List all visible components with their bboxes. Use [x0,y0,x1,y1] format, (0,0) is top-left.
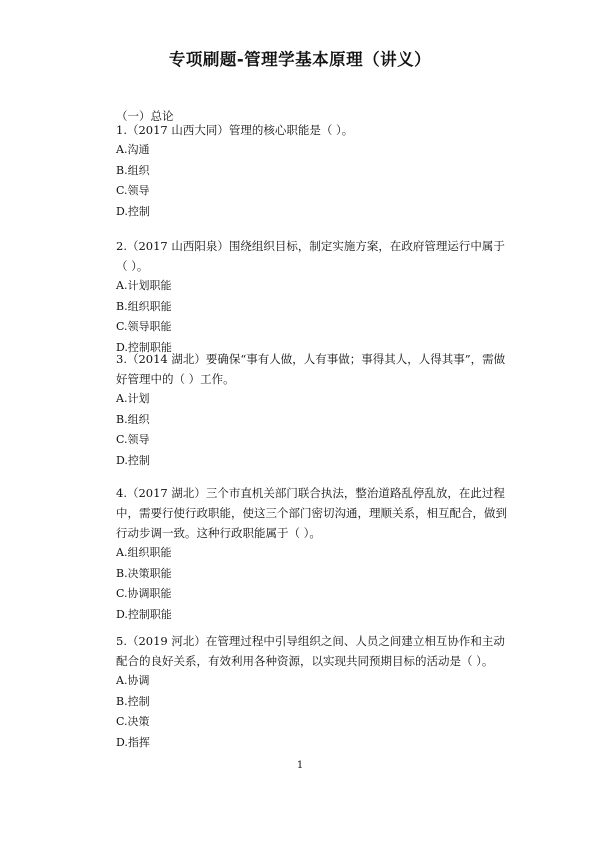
option-c: C.领导 [116,184,150,197]
question-stem: 5.（2019 河北）在管理过程中引导组织之间、人员之间建立相互协作和主动配合的良好关系，有效利用各种资源，以实现共同预期目标的活动是（ ）。 [116,634,505,668]
option-c: C.领导 [116,433,150,446]
option-b: B.组织职能 [116,299,172,313]
option-d: D.指挥 [116,735,150,749]
option-list [116,543,516,625]
option-b: B.控制 [116,694,150,708]
option-d: D.控制职能 [116,607,172,621]
option-d: D.控制 [116,453,150,467]
option-c: C.领导职能 [116,320,172,333]
option-list [116,671,516,753]
page-title: 专项刷题-管理学基本原理（讲义） [168,50,432,69]
question-4 [116,483,516,625]
option-c: C.决策 [116,715,150,728]
section-heading: （一）总论 [116,109,174,123]
question-stem: 4.（2017 湖北）三个市直机关部门联合执法，整治道路乱停乱放，在此过程中，需要行使行政职能，使这三个部门密切沟通，理顺关系，相互配合，做到行动步调一致。这种行政职能属于（ ）。 [116,486,507,540]
option-a: A.组织职能 [116,546,172,559]
question-stem: 2.（2017 山西阳泉）围绕组织目标，制定实施方案，在政府管理运行中属于（ ）。 [116,239,505,273]
option-d: D.控制职能 [116,340,172,354]
option-c: C.协调职能 [116,587,172,600]
option-a: A.计划 [116,392,150,405]
option-list [116,389,516,471]
option-a: A.协调 [116,674,150,687]
question-stem: 3.（2014 湖北）要确保“事有人做，人有事做；事得其人，人得其事”，需做好管理中的（ ）工作。 [116,352,506,386]
question-2 [116,236,516,358]
option-b: B.决策职能 [116,566,172,580]
option-b: B.组织 [116,412,150,426]
question-5 [116,631,516,753]
option-b: B.组织 [116,163,150,177]
option-list [116,140,516,222]
question-3 [116,349,516,471]
question-stem: 1.（2017 山西大同）管理的核心职能是（ ）。 [116,123,354,137]
option-a: A.沟通 [116,143,150,156]
option-d: D.控制 [116,204,150,218]
question-1 [116,120,516,222]
option-a: A.计划职能 [116,279,172,292]
option-list [116,276,516,358]
page-number: 1 [296,760,304,771]
